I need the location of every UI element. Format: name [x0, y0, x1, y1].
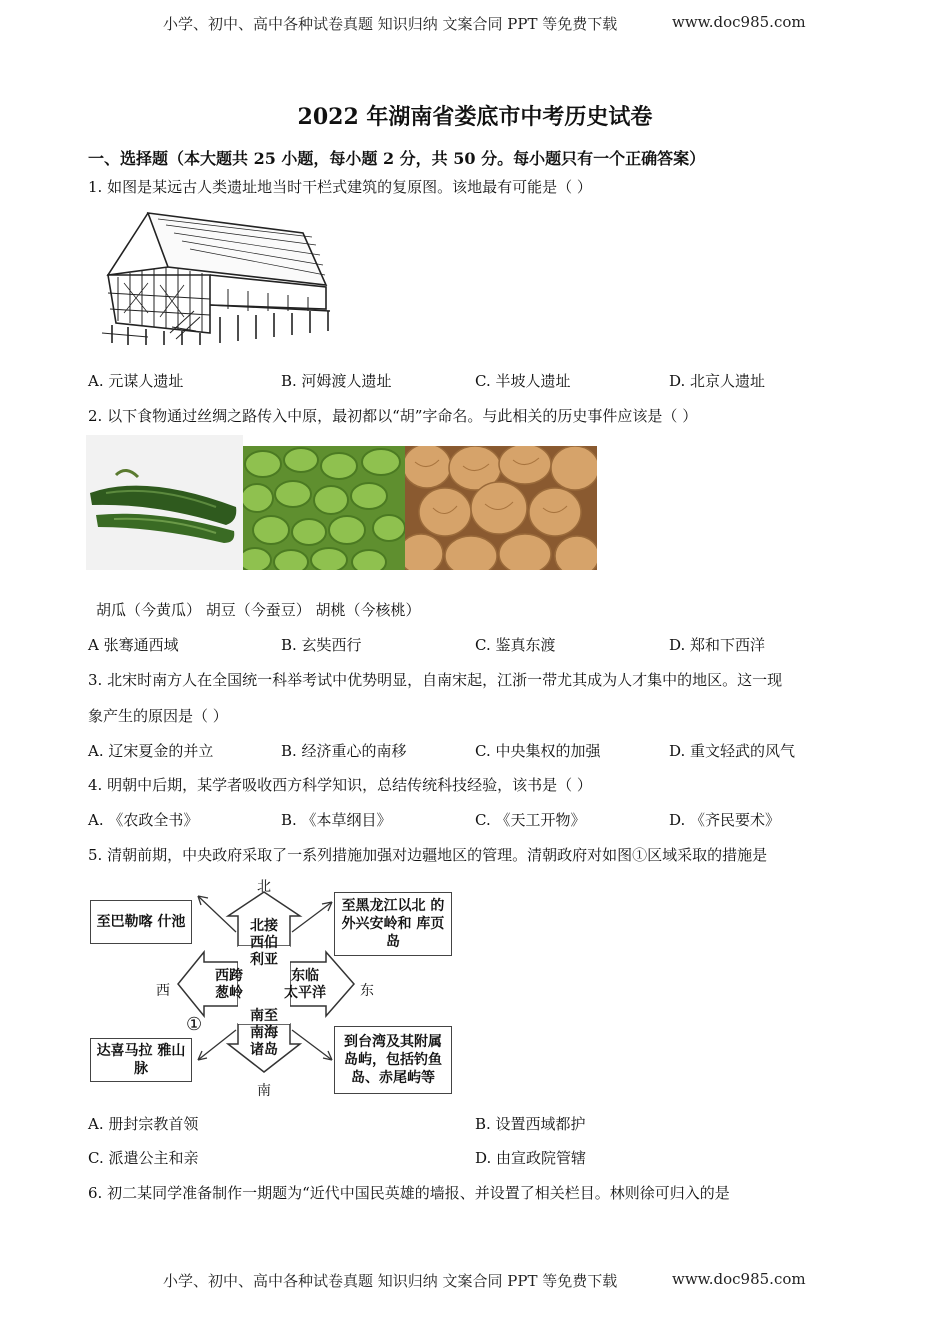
territory-diagram	[88, 874, 460, 1100]
arrow-label-north: 北接 西伯 利亚	[250, 918, 278, 968]
label-south: 南	[257, 1083, 271, 1099]
stilt-house-illustration	[98, 205, 334, 347]
food-caption: 胡瓜（今黄瓜） 胡豆（今蚕豆） 胡桃（今核桃）	[96, 601, 421, 619]
q5-option-a[interactable]: A. 册封宗教首领	[88, 1115, 199, 1133]
arrow-label-east: 东临 太平洋	[284, 968, 326, 1001]
q1-option-a[interactable]: A. 元谋人遗址	[88, 372, 184, 390]
question-2-stem: 2. 以下食物通过丝绸之路传入中原，最初都以“胡”字命名。与此相关的历史事件应该是（ ）	[88, 407, 698, 425]
question-3-stem-line2: 象产生的原因是（ ）	[88, 707, 228, 725]
q3-option-b[interactable]: B. 经济重心的南移	[281, 742, 407, 760]
footer-text: 小学、初中、高中各种试卷真题 知识归纳 文案合同 PPT 等免费下载	[163, 1272, 618, 1290]
q1-option-d[interactable]: D. 北京人遗址	[669, 372, 766, 390]
label-east: 东	[360, 983, 374, 999]
box-southeast: 到台湾及其附属 岛屿，包括钓鱼 岛、赤尾屿等	[334, 1026, 452, 1094]
q2-option-d[interactable]: D. 郑和下西洋	[669, 636, 766, 654]
q2-option-c[interactable]: C. 鉴真东渡	[475, 636, 556, 654]
q3-option-c[interactable]: C. 中央集权的加强	[475, 742, 601, 760]
q1-option-c[interactable]: C. 半坡人遗址	[475, 372, 571, 390]
box-southwest: 达喜马拉 雅山脉	[90, 1038, 192, 1082]
q3-option-a[interactable]: A. 辽宋夏金的并立	[88, 742, 214, 760]
region-marker: ①	[186, 1014, 203, 1035]
question-3-stem-line1: 3. 北宋时南方人在全国统一科举考试中优势明显，自南宋起，江浙一带尤其成为人才集中的地区。这一现	[88, 671, 783, 689]
q3-option-d[interactable]: D. 重文轻武的风气	[669, 742, 796, 760]
q2-option-a[interactable]: A 张骞通西域	[88, 636, 179, 654]
q5-option-b[interactable]: B. 设置西域都护	[475, 1115, 586, 1133]
arrow-label-west: 西跨 葱岭	[215, 968, 243, 1001]
question-4-stem: 4. 明朝中后期，某学者吸收西方科学知识，总结传统科技经验，该书是（ ）	[88, 776, 592, 794]
arrow-label-south: 南至 南海 诸岛	[250, 1008, 278, 1058]
q4-option-c[interactable]: C. 《天工开物》	[475, 811, 586, 829]
question-5-stem: 5. 清朝前期，中央政府采取了一系列措施加强对边疆地区的管理。清朝政府对如图①区域采取的措施是	[88, 846, 768, 864]
q5-option-c[interactable]: C. 派遣公主和亲	[88, 1149, 199, 1167]
label-west: 西	[156, 983, 170, 999]
cucumber-photo	[86, 435, 243, 570]
q2-option-b[interactable]: B. 玄奘西行	[281, 636, 362, 654]
q4-option-a[interactable]: A. 《农政全书》	[88, 811, 199, 829]
footer-url[interactable]: www.doc985.com	[672, 1270, 806, 1288]
question-6-stem: 6. 初二某同学准备制作一期题为“近代中国民英雄的墙报、并设置了相关栏目。林则徐可归入的是	[88, 1184, 730, 1202]
question-1-stem: 1. 如图是某远古人类遗址地当时干栏式建筑的复原图。该地最有可能是（ ）	[88, 178, 592, 196]
box-northwest: 至巴勒喀 什池	[90, 900, 192, 944]
label-north: 北	[257, 879, 271, 895]
broad-bean-photo	[243, 446, 405, 570]
page-title: 2022 年湖南省娄底市中考历史试卷	[297, 104, 653, 130]
header-text: 小学、初中、高中各种试卷真题 知识归纳 文案合同 PPT 等免费下载	[163, 15, 618, 33]
q5-option-d[interactable]: D. 由宣政院管辖	[475, 1149, 587, 1167]
q4-option-b[interactable]: B. 《本草纲目》	[281, 811, 392, 829]
header-url[interactable]: www.doc985.com	[672, 13, 806, 31]
box-northeast: 至黑龙江以北 的外兴安岭和 库页岛	[334, 892, 452, 956]
walnut-photo	[405, 446, 597, 570]
q4-option-d[interactable]: D. 《齐民要术》	[669, 811, 781, 829]
q1-option-b[interactable]: B. 河姆渡人遗址	[281, 372, 392, 390]
section-heading: 一、选择题（本大题共 25 小题，每小题 2 分，共 50 分。每小题只有一个正确答案）	[88, 149, 706, 168]
